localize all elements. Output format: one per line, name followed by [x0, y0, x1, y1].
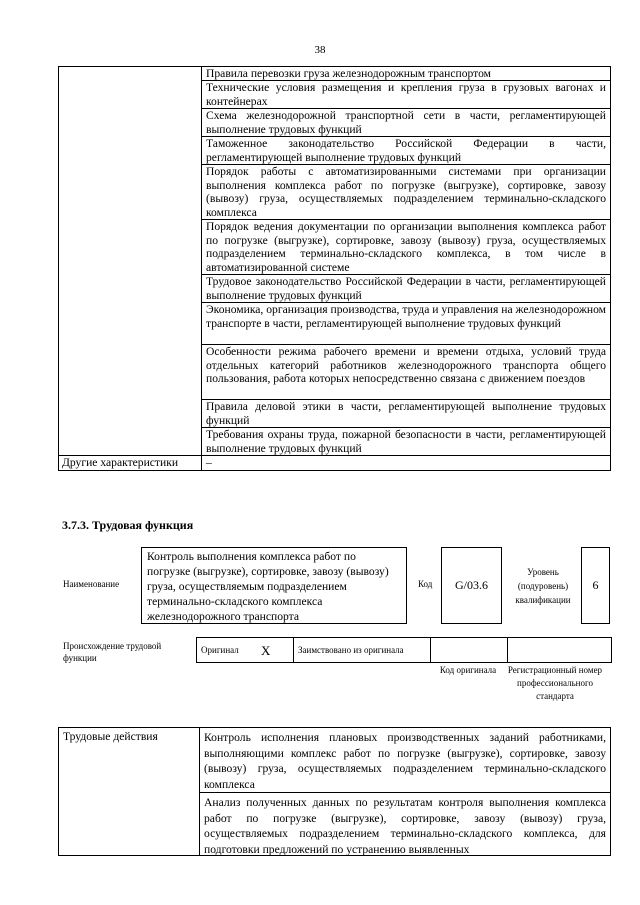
function-code-box: G/03.6 — [441, 547, 502, 624]
qualification-level-box: 6 — [581, 547, 610, 624]
original-code-caption: Код оригинала — [439, 665, 497, 675]
knowledge-item: Экономика, организация производства, труда и управления на железнодорожном транспорте в части, регламентирующей выполнение трудовых функций — [202, 303, 611, 345]
labor-action-item — [200, 793, 611, 856]
page-number: 38 — [314, 44, 326, 56]
borrowed-label: Заимствовано из оригинала — [294, 638, 431, 663]
knowledge-item: Порядок работы с автоматизированными системами при организации выполнения комплекса работ по погрузке (выгрузке), сортировке, завозу (вывозу) груза, осуществляемых подразделением терминально-складского комплекса — [202, 165, 611, 220]
knowledge-item: Трудовое законодательство Российской Федерации в части, регламентирующей выполнение трудовых функций — [202, 275, 611, 303]
knowledge-item: Порядок ведения документации по организации выполнения комплекса работ по погрузке (выгрузке), сортировке, завозу (вывозу) груза, осуществляемых подразделением терминально-складского комплекса, в том числе в автоматизированной системе — [202, 220, 611, 275]
labor-action-item: Контроль исполнения плановых производственных заданий работниками, выполняющими комплекс работ по погрузке (выгрузке), сортировке, завозу (вывозу) груза, осуществляемых подразделением терминально-складского комплекса — [200, 728, 611, 793]
knowledge-item: Технические условия размещения и крепления груза в грузовых вагонах и контейнерах — [202, 81, 611, 109]
knowledge-item: Правила деловой этики в части, регламентирующей выполнение трудовых функций — [202, 400, 611, 428]
other-characteristics-label: Другие характеристики — [59, 456, 202, 471]
knowledge-item: Схема железнодорожной транспортной сети в части, регламентирующей выполнение трудовых функций — [202, 109, 611, 137]
registration-number-cell — [508, 638, 612, 663]
original-code-cell — [431, 638, 508, 663]
level-label: Уровень (подуровень) квалификации — [515, 567, 571, 605]
knowledge-table — [58, 66, 611, 471]
other-characteristics-value: – — [202, 456, 611, 471]
knowledge-item: Таможенное законодательство Российской Федерации в части, регламентирующей выполнение трудовых функций — [202, 137, 611, 165]
knowledge-item: Требования охраны труда, пожарной безопасности в части, регламентирующей выполнение трудовых функций — [202, 428, 611, 456]
knowledge-item: Правила перевозки груза железнодорожным транспортом — [202, 67, 611, 81]
original-mark: X — [257, 638, 294, 663]
code-label: Код — [418, 579, 433, 589]
original-label: Оригинал — [197, 638, 258, 663]
origin-table — [196, 637, 612, 663]
origin-label: Происхождение трудовой функции — [63, 641, 162, 663]
registration-number-caption: Регистрационный номер профессионального стандарта — [507, 665, 603, 701]
section-title: 3.7.3. Трудовая функция — [62, 518, 194, 532]
knowledge-item: Особенности режима рабочего времени и времени отдыха, условий труда отдельных категорий работников железнодорожного транспорта общего пользования, работа которых непосредственно связана с движением поездов — [202, 345, 611, 400]
labor-actions-table — [58, 727, 611, 856]
labor-action-text: Анализ полученных данных по результатам контроля выполнения комплекса работ по погрузке (выгрузке), сортировке, завозу (вывозу) груза, осуществляемых подразделением терминально-складского комплекса, для подготовки предложений по устранению выявленных — [204, 796, 606, 855]
function-name-box: Контроль выполнения комплекса работ по погрузке (выгрузке), сортировке, завозу (вывозу) груза, осуществляемым подразделением терминально-складского комплекса железнодорожного транспорта — [141, 547, 407, 624]
knowledge-label-cell — [59, 67, 202, 456]
name-label: Наименование — [63, 579, 120, 589]
labor-actions-label: Трудовые действия — [59, 728, 200, 856]
